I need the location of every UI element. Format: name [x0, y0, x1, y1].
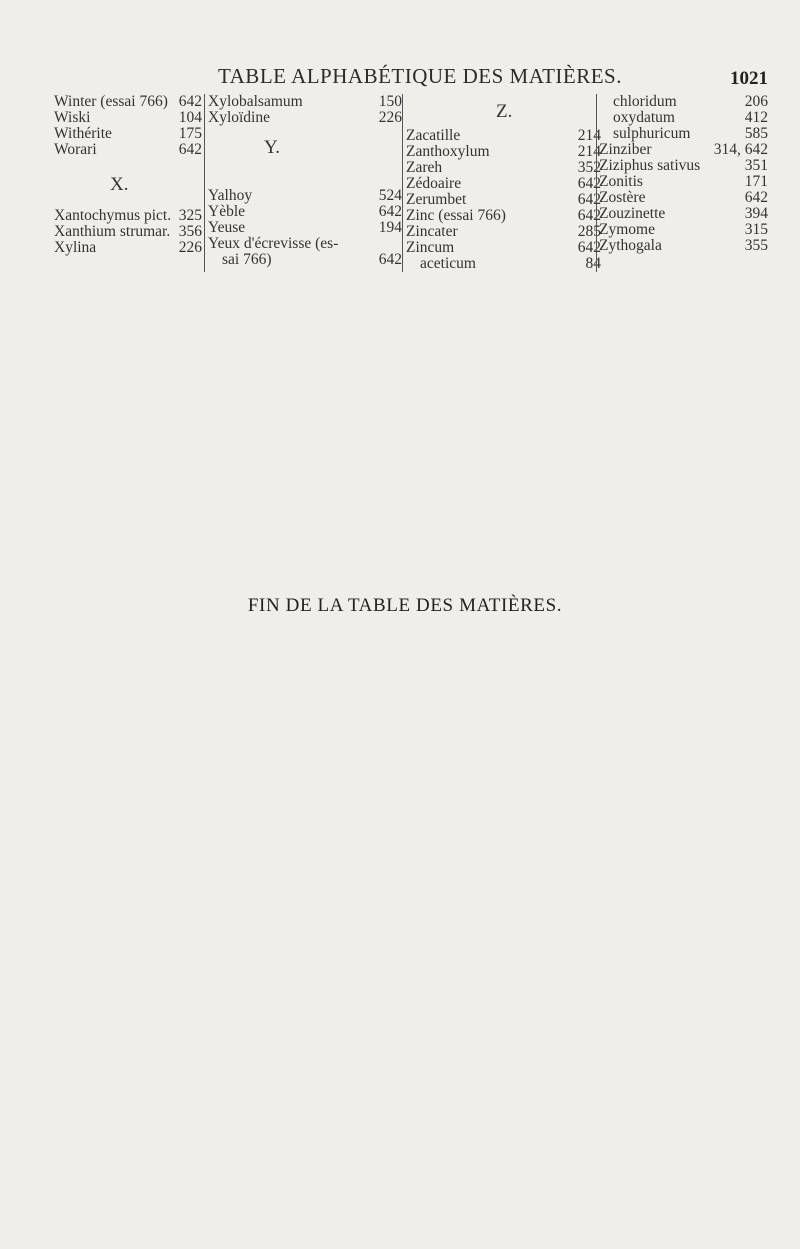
index-entry: Yèble 642	[208, 203, 402, 220]
closing-title: FIN DE LA TABLE DES MATIÈRES.	[247, 595, 563, 616]
index-entry: Yeux d'écrevisse (es-	[208, 235, 339, 252]
letter-heading-row	[208, 126, 406, 176]
index-entry: Yeuse 194	[208, 219, 402, 236]
letter-heading-y: Y.	[264, 137, 281, 158]
index-entry: Xyloïdine 226	[208, 109, 402, 126]
index-entry: Zincater 285	[406, 223, 601, 240]
index-entry: Xylina 226	[54, 239, 202, 256]
index-entry: Zédoaire 642	[406, 175, 601, 192]
index-entry: Zinziber 314, 642	[599, 141, 768, 158]
letter-heading-row	[406, 94, 601, 128]
letter-heading-z: Z.	[496, 101, 513, 122]
index-entry: Yalhoy 524	[208, 187, 402, 204]
index-entry: Zostère 642	[599, 189, 768, 206]
index-entry: Worari 642	[54, 141, 202, 158]
index-entry: Zymome 315	[599, 221, 768, 238]
index-entry: aceticum 84	[420, 255, 601, 272]
index-column-1	[54, 94, 202, 256]
index-entry: Xanthium strumar. 356	[54, 223, 202, 240]
index-table	[54, 94, 768, 314]
index-entry: Xylobalsamum 150	[208, 93, 402, 110]
index-entry: sai 766) 642	[222, 251, 402, 268]
letter-heading-x: X.	[110, 174, 129, 195]
letter-heading-row	[54, 158, 202, 208]
index-column-3	[402, 94, 601, 272]
index-entry: Zareh 352	[406, 159, 601, 176]
index-entry: chloridum 206	[613, 93, 768, 110]
index-entry: Zacatille 214	[406, 127, 601, 144]
index-entry: Zythogala 355	[599, 237, 768, 254]
index-entry: Zanthoxylum 214	[406, 143, 601, 160]
index-entry: Zinc (essai 766) 642	[406, 207, 601, 224]
index-entry: Withérite 175	[54, 125, 202, 142]
index-column-4	[596, 94, 768, 254]
index-entry: Wiski 104	[54, 109, 202, 126]
running-title: TABLE ALPHABÉTIQUE DES MATIÈRES.	[218, 64, 622, 88]
index-entry: Zerumbet 642	[406, 191, 601, 208]
index-entry: Zouzinette 394	[599, 205, 768, 222]
index-entry: Ziziphus sativus 351	[599, 157, 768, 174]
column-rule	[596, 94, 597, 272]
page-header	[0, 64, 800, 94]
index-entry: Zincum 642	[406, 239, 601, 256]
index-entry: sulphuricum 585	[613, 125, 768, 142]
index-entry: oxydatum 412	[613, 109, 768, 126]
index-entry: Xantochymus pict. 325	[54, 207, 202, 224]
index-column-2	[204, 94, 406, 272]
page-number: 1021	[730, 68, 768, 89]
index-entry: Zonitis 171	[599, 173, 768, 190]
index-entry: Winter (essai 766) 642	[54, 93, 202, 110]
